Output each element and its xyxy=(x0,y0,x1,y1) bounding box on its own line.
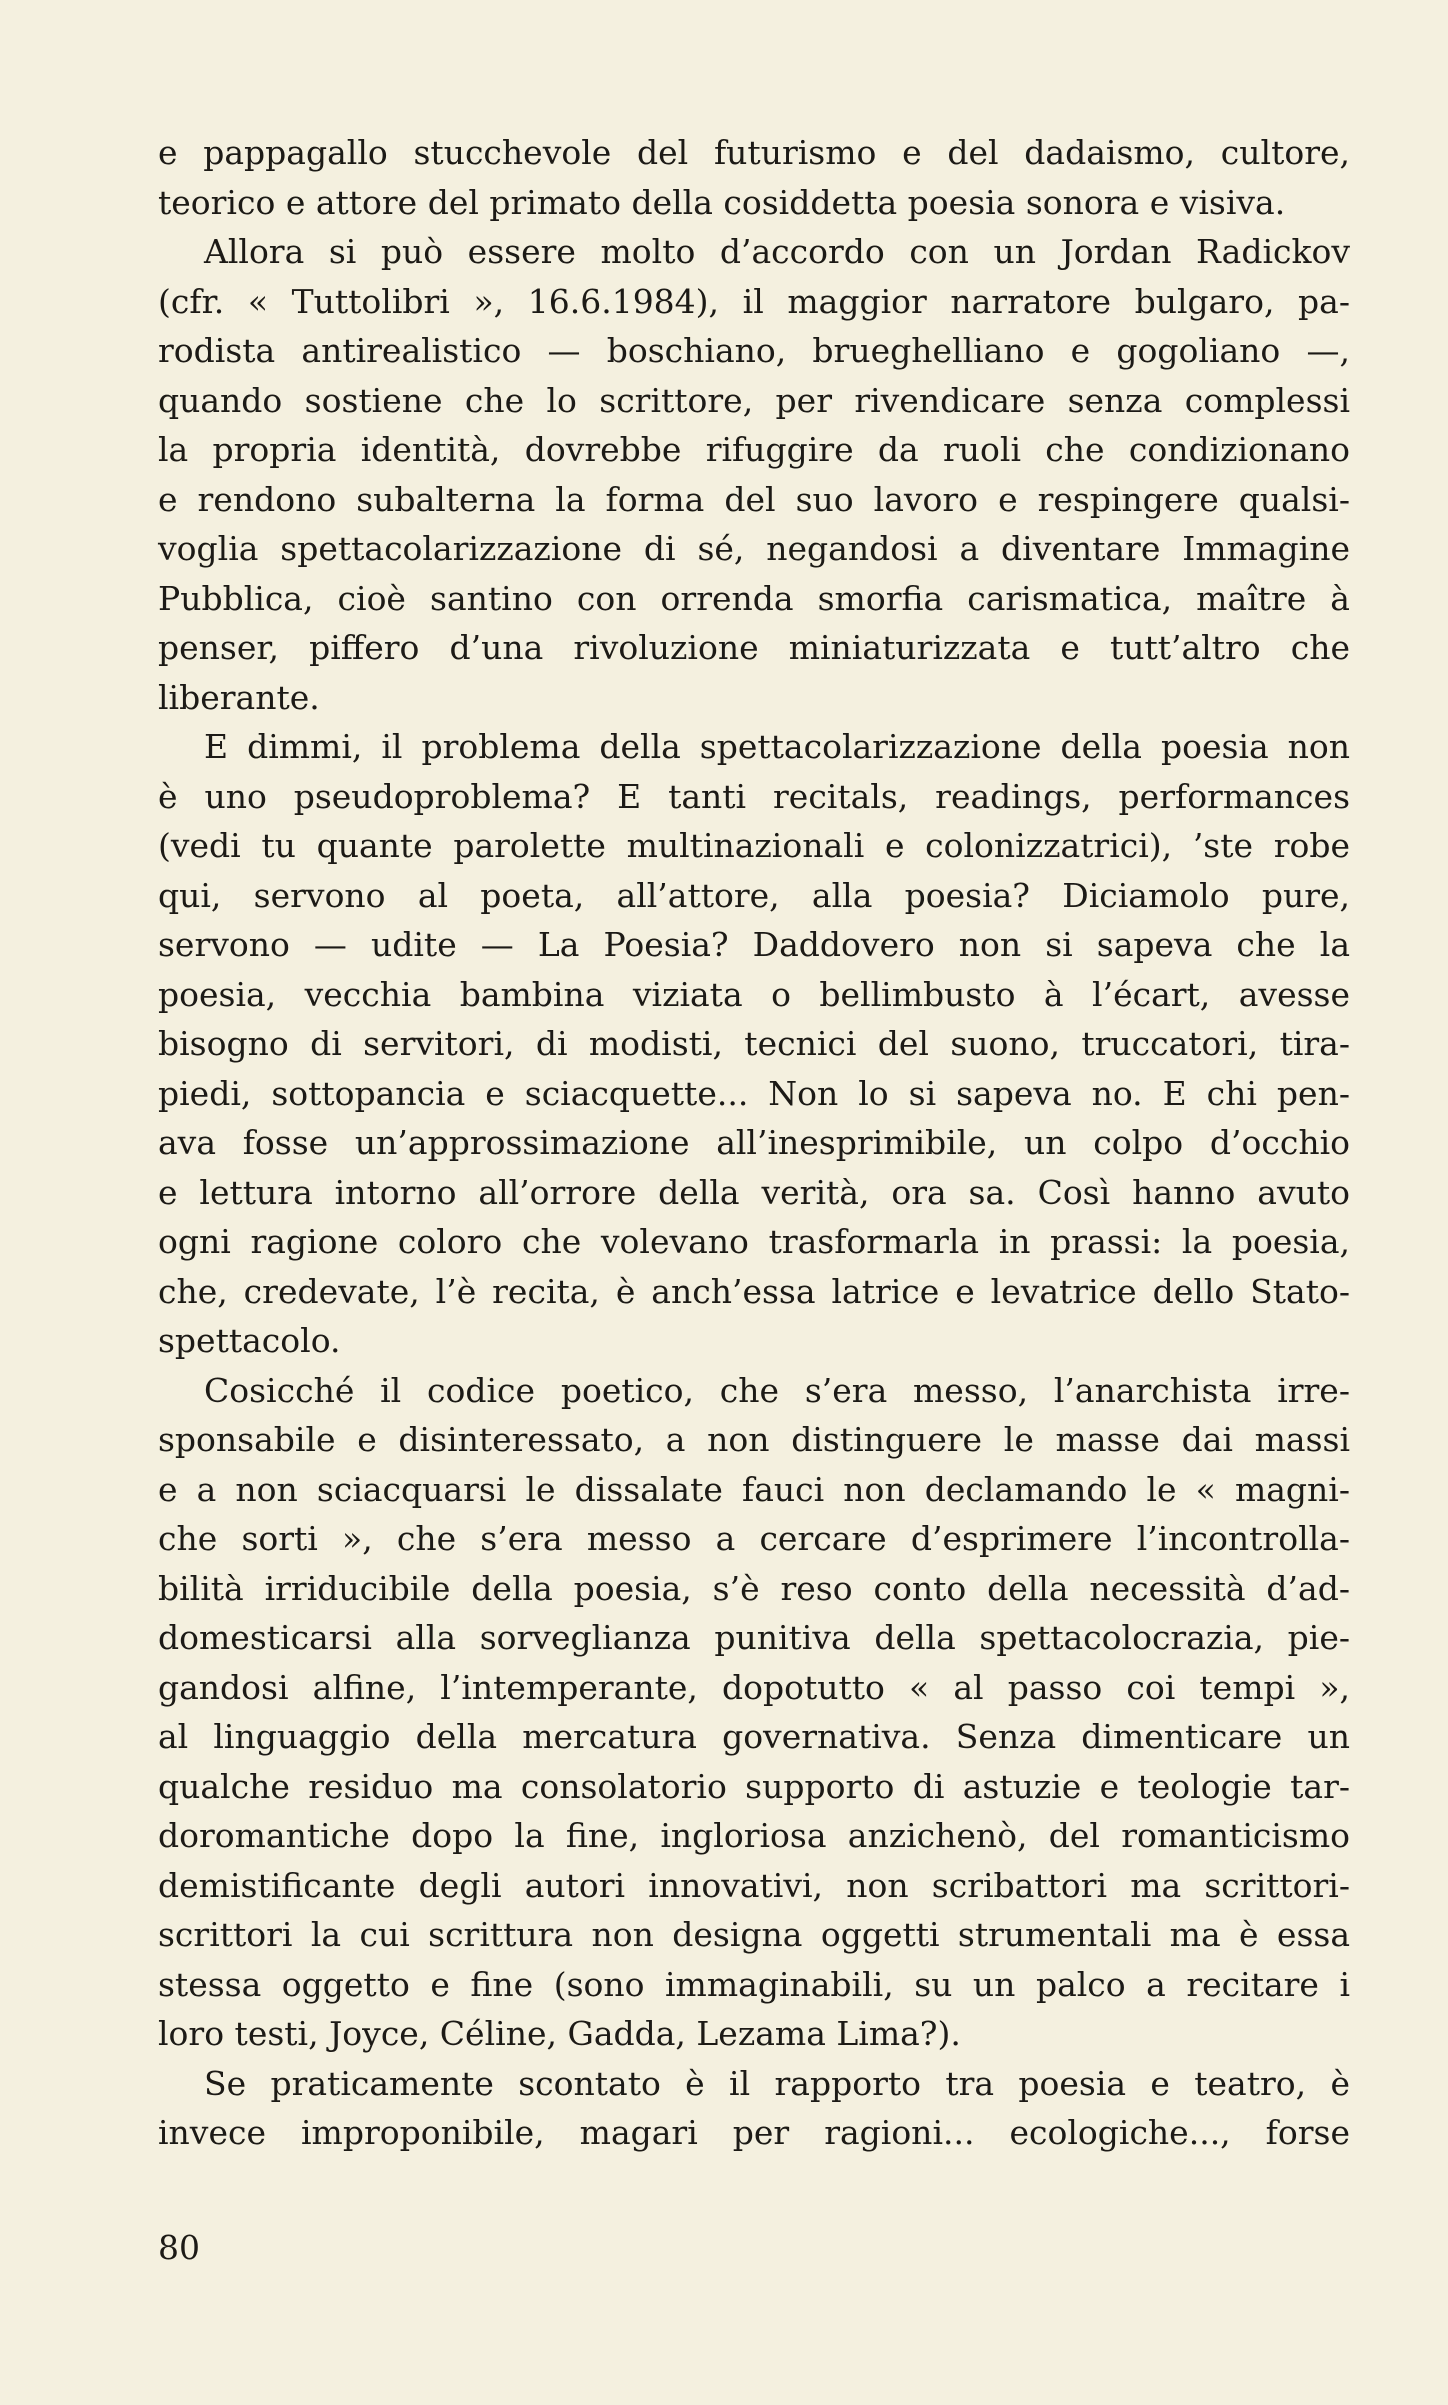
text-line: la propria identità, dovrebbe rifuggire da ruoli che condizionano xyxy=(158,430,1350,469)
text-line: quando sostiene che lo scrittore, per rivendicare senza complessi xyxy=(158,380,1350,420)
text-line: qualche residuo ma consolatorio supporto di astuzie e teologie tar- xyxy=(158,1766,1350,1806)
text-line: sponsabile e disinteressato, a non distinguere le masse dai massi xyxy=(158,1420,1350,1459)
text-line: rodista antirealistico — boschiano, brueghelliano e gogoliano —, xyxy=(158,331,1350,370)
text-line: doromantiche dopo la fine, ingloriosa anzichenò, del romanticismo xyxy=(158,1816,1350,1855)
page-number: 80 xyxy=(158,2228,200,2267)
text-line: e a non sciacquarsi le dissalate fauci non declamando le « magni- xyxy=(158,1469,1350,1509)
text-line: al linguaggio della mercatura governativa. Senza dimenticare un xyxy=(158,1717,1350,1756)
text-line: qui, servono al poeta, all’attore, alla poesia? Diciamolo pure, xyxy=(158,875,1350,915)
text-line: che, credevate, l’è recita, è anch’essa latrice e levatrice dello Stato- xyxy=(158,1271,1350,1311)
text-line: Pubblica, cioè santino con orrenda smorfia carismatica, maître à xyxy=(158,578,1350,618)
text-line: penser, piffero d’una rivoluzione miniaturizzata e tutt’altro che xyxy=(158,628,1350,667)
text-line: ava fosse un’approssimazione all’inesprimibile, un colpo d’occhio xyxy=(158,1123,1350,1162)
text-line: E dimmi, il problema della spettacolarizzazione della poesia non xyxy=(204,727,1350,766)
text-line: servono — udite — La Poesia? Daddovero non si sapeva che la xyxy=(158,925,1350,964)
body-text xyxy=(158,128,1350,2158)
text-line: stessa oggetto e fine (sono immaginabili, su un palco a recitare i xyxy=(158,1964,1350,2004)
text-line: invece improponibile, magari per ragioni... ecologiche..., forse xyxy=(158,2113,1350,2152)
text-line: gandosi alfine, l’intemperante, dopotutto « al passo coi tempi », xyxy=(158,1667,1350,1707)
text-line: e pappagallo stucchevole del futurismo e del dadaismo, cultore, xyxy=(158,133,1350,172)
text-line: piedi, sottopancia e sciacquette... Non lo si sapeva no. E chi pen- xyxy=(158,1073,1350,1113)
text-line: teorico e attore del primato della cosiddetta poesia sonora e visiva. xyxy=(158,182,1286,222)
text-line: poesia, vecchia bambina viziata o bellimbusto à l’écart, avesse xyxy=(158,974,1350,1014)
text-line: bisogno di servitori, di modisti, tecnici del suono, truccatori, tira- xyxy=(158,1024,1350,1063)
text-line: che sorti », che s’era messo a cercare d’esprimere l’incontrolla- xyxy=(158,1519,1350,1558)
text-line: Allora si può essere molto d’accordo con un Jordan Radickov xyxy=(204,232,1350,271)
text-line: e rendono subalterna la forma del suo lavoro e respingere qualsi- xyxy=(158,479,1350,519)
text-line: voglia spettacolarizzazione di sé, negandosi a diventare Immagine xyxy=(158,529,1350,568)
text-line: domesticarsi alla sorveglianza punitiva della spettacolocrazia, pie- xyxy=(158,1618,1350,1657)
text-line: (vedi tu quante parolette multinazionali e colonizzatrici), ’ste robe xyxy=(158,826,1350,865)
text-line: e lettura intorno all’orrore della verità, ora sa. Così hanno avuto xyxy=(158,1172,1350,1212)
text-line: scrittori la cui scrittura non designa oggetti strumentali ma è essa xyxy=(158,1915,1350,1954)
text-line: spettacolo. xyxy=(158,1321,341,1360)
text-line: ogni ragione coloro che volevano trasformarla in prassi: la poesia, xyxy=(158,1222,1350,1261)
text-line: liberante. xyxy=(158,677,320,717)
text-line: Cosicché il codice poetico, che s’era messo, l’anarchista irre- xyxy=(204,1370,1350,1410)
text-line: Se praticamente scontato è il rapporto tra poesia e teatro, è xyxy=(204,2063,1350,2103)
text-line: bilità irriducibile della poesia, s’è reso conto della necessità d’ad- xyxy=(158,1568,1350,1608)
text-line: è uno pseudoproblema? E tanti recitals, readings, performances xyxy=(158,776,1350,816)
text-line: loro testi, Joyce, Céline, Gadda, Lezama Lima?). xyxy=(158,2014,961,2053)
text-line: demistificante degli autori innovativi, non scribattori ma scrittori- xyxy=(158,1865,1350,1905)
text-line: (cfr. « Tuttolibri », 16.6.1984), il maggior narratore bulgaro, pa- xyxy=(158,281,1350,321)
